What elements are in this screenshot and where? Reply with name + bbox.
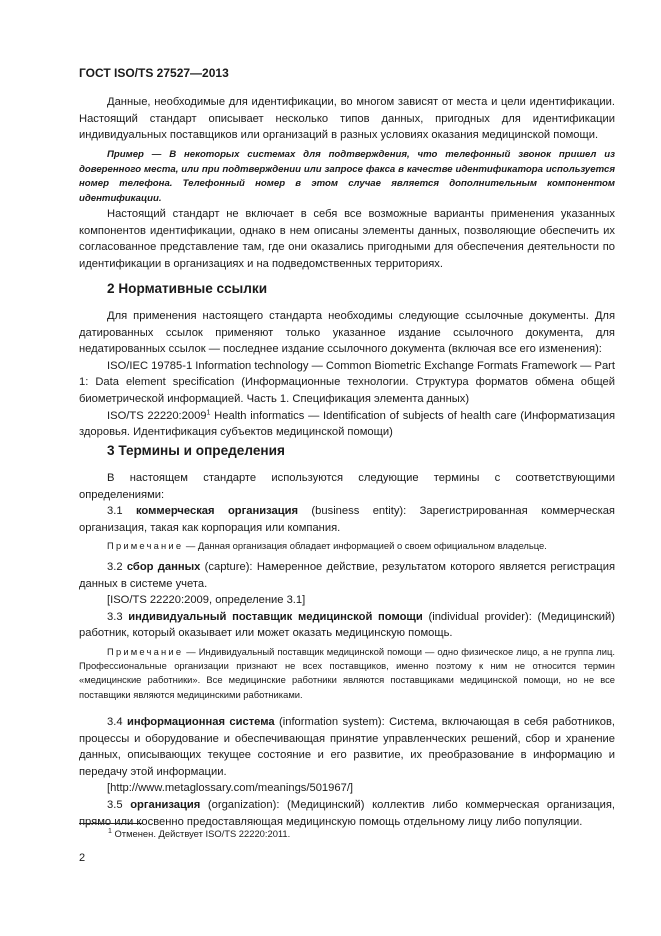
document-header: ГОСТ ISO/TS 27527—2013	[79, 66, 229, 80]
intro-paragraph-1	[79, 94, 615, 144]
term-3-3: 3.3 индивидуальный поставщик медицинской помощи (individual provider): (Медицинский) работник, который оказывает или может оказать медицинскую помощь.	[79, 610, 615, 640]
footnote	[108, 828, 290, 839]
footnote-text: Отменен. Действует ISO/TS 22220:2011.	[111, 828, 291, 839]
section-3-paragraph: В настоящем стандарте используются следующие термины с соответствующими определениями:	[79, 472, 615, 501]
reference-2	[79, 408, 615, 441]
footnote-divider	[79, 823, 142, 824]
note-2-label: Примечание	[107, 646, 184, 657]
term-3-4-source: [http://www.metaglossary.com/meanings/501967/]	[107, 782, 354, 795]
page-number: 2	[79, 852, 86, 864]
intro-text-2: Настоящий стандарт не включает в себя все возможные варианты применения указанных компонентов идентификации, однако в нем описаны элементы данных, позволяющие обеспечить их согласованное представление там, где они оказались пригодными для обеспечения деятельности по идентификации в организациях и на подведомственных территориях.	[79, 208, 615, 270]
section-3-intro	[79, 470, 615, 536]
term-3-1-name: коммерческая организация	[135, 505, 299, 518]
footnote-number: 1	[108, 827, 112, 835]
note-1	[79, 539, 615, 553]
term-3-1: 3.1 коммерческая организация (business entity): Зарегистрированная коммерческая организация, такая как корпорация или компания.	[79, 505, 615, 534]
section-3-terms-b	[79, 714, 615, 830]
section-3-terms-a	[79, 559, 615, 642]
term-3-2-source: [ISO/TS 22220:2009, определение 3.1]	[107, 594, 306, 607]
term-3-4: 3.4 информационная система (information system): Система, включающая в себя работников, процессы и оборудование и обеспечивающая принятие управленческих решений, сбор и хранение данных, описывающих текущее состояние и его развитие, их преобразование в информацию и передачу этой информации.	[79, 716, 616, 778]
term-3-2-name: сбор данных	[126, 561, 201, 573]
term-3-4-name: информационная система	[126, 716, 275, 728]
note-2-text: — Индивидуальный поставщик медицинской помощи — одно физическое лицо, а не группа лиц. Профессиональные организации признают не всех поставщиков, именно поэтому к ним не относится термин «медицинские работники». Все медицинские работники являются поставщиками медицинской помощи, но не все поставщики являются медицинскими работниками.	[79, 646, 615, 700]
example-text: Пример — В некоторых системах для подтверждения, что телефонный звонок пришел из доверенного места, или при подтверждении или запросе факса в качестве идентификатора используется номер телефона. Телефонный номер в этом случае является дополнительным компонентом идентификации.	[79, 149, 615, 204]
section-3-title: 3 Термины и определения	[107, 443, 285, 458]
term-3-3-name: индивидуальный поставщик медицинской помощи	[128, 610, 423, 623]
note-1-text: — Данная организация обладает информацией о своем официальном владельце.	[183, 540, 547, 551]
intro-text-1: Данные, необходимые для идентификации, во многом зависят от места и цели идентификации. Настоящий стандарт описывает несколько типов данных, пригодных для идентификации индивидуальных поставщиков или организаций в разных условиях оказания медицинской помощи.	[79, 96, 615, 142]
intro-paragraph-2	[79, 206, 615, 272]
footnote-marker: 1	[206, 408, 211, 416]
example-block	[79, 148, 615, 206]
section-2-paragraph: Для применения настоящего стандарта необходимы следующие ссылочные документы. Для датированных ссылок применяют только указанное издание ссылочного документа, для недатированных ссылок — последнее издание ссылочного документа (включая все его изменения):	[79, 310, 615, 356]
section-2-title: 2 Нормативные ссылки	[107, 281, 268, 296]
term-3-5: 3.5 организация (organization): (Медицинский) коллектив либо коммерческая организация, прямо или косвенно предоставляющая медицинскую помощь отдельному лицу либо популяции.	[79, 798, 616, 828]
term-3-5-name: организация	[130, 798, 201, 811]
note-2	[79, 645, 615, 702]
note-1-label: Примечание	[107, 540, 184, 551]
reference-2-code: ISO/TS 22220:2009	[107, 409, 207, 422]
term-3-2: 3.2 сбор данных (capture): Намеренное действие, результатом которого является регистрация данных в системе учета.	[79, 561, 616, 590]
reference-1: ISO/IEC 19785-1 Information technology — Common Biometric Exchange Formats Framework — Part 1: Data element specification (Информационные технологии. Структура форматов обмена общей биометрической информацией. Часть 1. Спецификация элемента данных)	[79, 359, 615, 405]
section-2-body	[79, 308, 615, 441]
reference-2-text: Health informatics — Identification of subjects of health care (Информатизация здоровья. Идентификация субъектов медицинской помощи)	[79, 409, 615, 439]
